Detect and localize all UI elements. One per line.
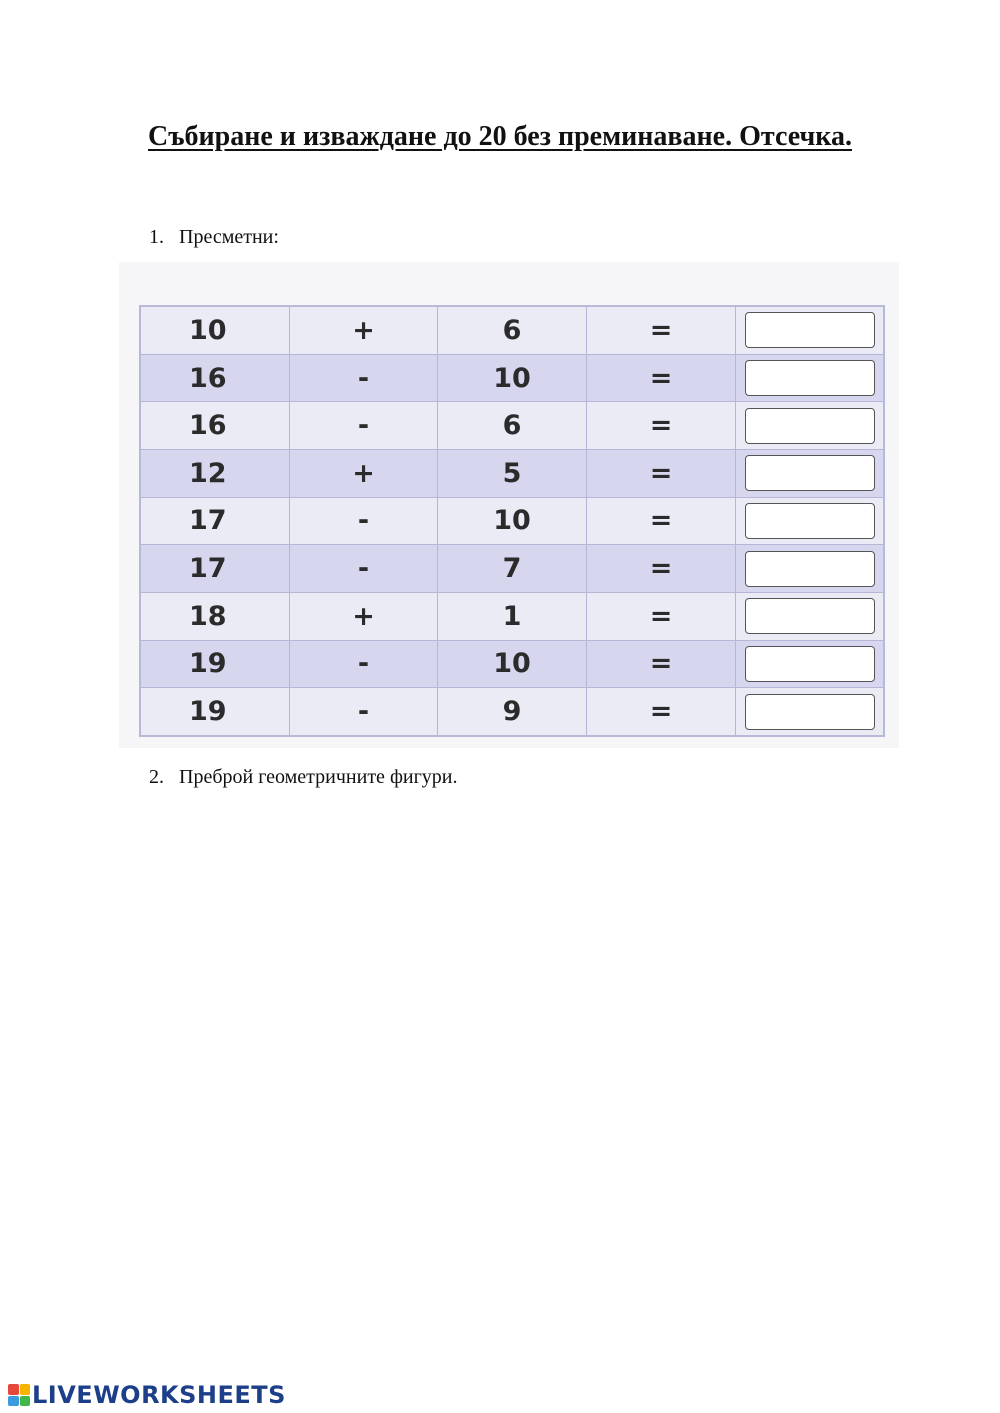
table-row xyxy=(140,449,884,497)
table-row xyxy=(140,688,884,736)
answer-cell xyxy=(736,688,885,736)
equals-sign: = xyxy=(587,306,736,354)
second-number: 10 xyxy=(438,497,587,545)
task-1 xyxy=(149,224,279,250)
operator: + xyxy=(290,306,438,354)
task-2 xyxy=(149,764,458,790)
second-number: 6 xyxy=(438,306,587,354)
answer-input[interactable] xyxy=(745,408,875,444)
answer-input[interactable] xyxy=(745,360,875,396)
answer-cell xyxy=(736,354,885,402)
table-row xyxy=(140,306,884,354)
table-row xyxy=(140,545,884,593)
second-number: 1 xyxy=(438,592,587,640)
first-number: 10 xyxy=(140,306,290,354)
answer-cell xyxy=(736,592,885,640)
liveworksheets-logo-icon xyxy=(8,1384,30,1406)
answer-cell xyxy=(736,497,885,545)
answer-input[interactable] xyxy=(745,646,875,682)
answer-input[interactable] xyxy=(745,551,875,587)
liveworksheets-brand xyxy=(8,1381,286,1409)
task-1-number: 1. xyxy=(149,226,164,248)
operator: - xyxy=(290,402,438,450)
equals-sign: = xyxy=(587,592,736,640)
page-title: Събиране и изваждане до 20 без преминаване. Отсечка. xyxy=(148,121,852,152)
table-row xyxy=(140,640,884,688)
operator: + xyxy=(290,449,438,497)
first-number: 16 xyxy=(140,354,290,402)
operator: + xyxy=(290,592,438,640)
task-2-number: 2. xyxy=(149,766,164,788)
equals-sign: = xyxy=(587,688,736,736)
answer-input[interactable] xyxy=(745,694,875,730)
first-number: 19 xyxy=(140,640,290,688)
operator: - xyxy=(290,545,438,593)
operator: - xyxy=(290,354,438,402)
answer-input[interactable] xyxy=(745,598,875,634)
table-row xyxy=(140,592,884,640)
task-2-text: Преброй геометричните фигури. xyxy=(179,766,458,788)
second-number: 10 xyxy=(438,640,587,688)
second-number: 10 xyxy=(438,354,587,402)
first-number: 17 xyxy=(140,545,290,593)
first-number: 19 xyxy=(140,688,290,736)
table-row xyxy=(140,497,884,545)
table-row xyxy=(140,354,884,402)
equals-sign: = xyxy=(587,354,736,402)
second-number: 9 xyxy=(438,688,587,736)
first-number: 16 xyxy=(140,402,290,450)
first-number: 17 xyxy=(140,497,290,545)
operator: - xyxy=(290,688,438,736)
task-1-text: Пресметни: xyxy=(179,226,279,248)
answer-cell xyxy=(736,449,885,497)
second-number: 5 xyxy=(438,449,587,497)
second-number: 7 xyxy=(438,545,587,593)
second-number: 6 xyxy=(438,402,587,450)
answer-input[interactable] xyxy=(745,455,875,491)
answer-cell xyxy=(736,640,885,688)
answer-cell xyxy=(736,402,885,450)
equals-sign: = xyxy=(587,497,736,545)
operator: - xyxy=(290,497,438,545)
equals-sign: = xyxy=(587,545,736,593)
equals-sign: = xyxy=(587,449,736,497)
table-row xyxy=(140,402,884,450)
answer-cell xyxy=(736,306,885,354)
first-number: 12 xyxy=(140,449,290,497)
equals-sign: = xyxy=(587,402,736,450)
brand-text: LIVEWORKSHEETS xyxy=(32,1381,286,1409)
answer-input[interactable] xyxy=(745,503,875,539)
operator: - xyxy=(290,640,438,688)
first-number: 18 xyxy=(140,592,290,640)
equals-sign: = xyxy=(587,640,736,688)
math-table xyxy=(139,305,885,737)
answer-input[interactable] xyxy=(745,312,875,348)
answer-cell xyxy=(736,545,885,593)
